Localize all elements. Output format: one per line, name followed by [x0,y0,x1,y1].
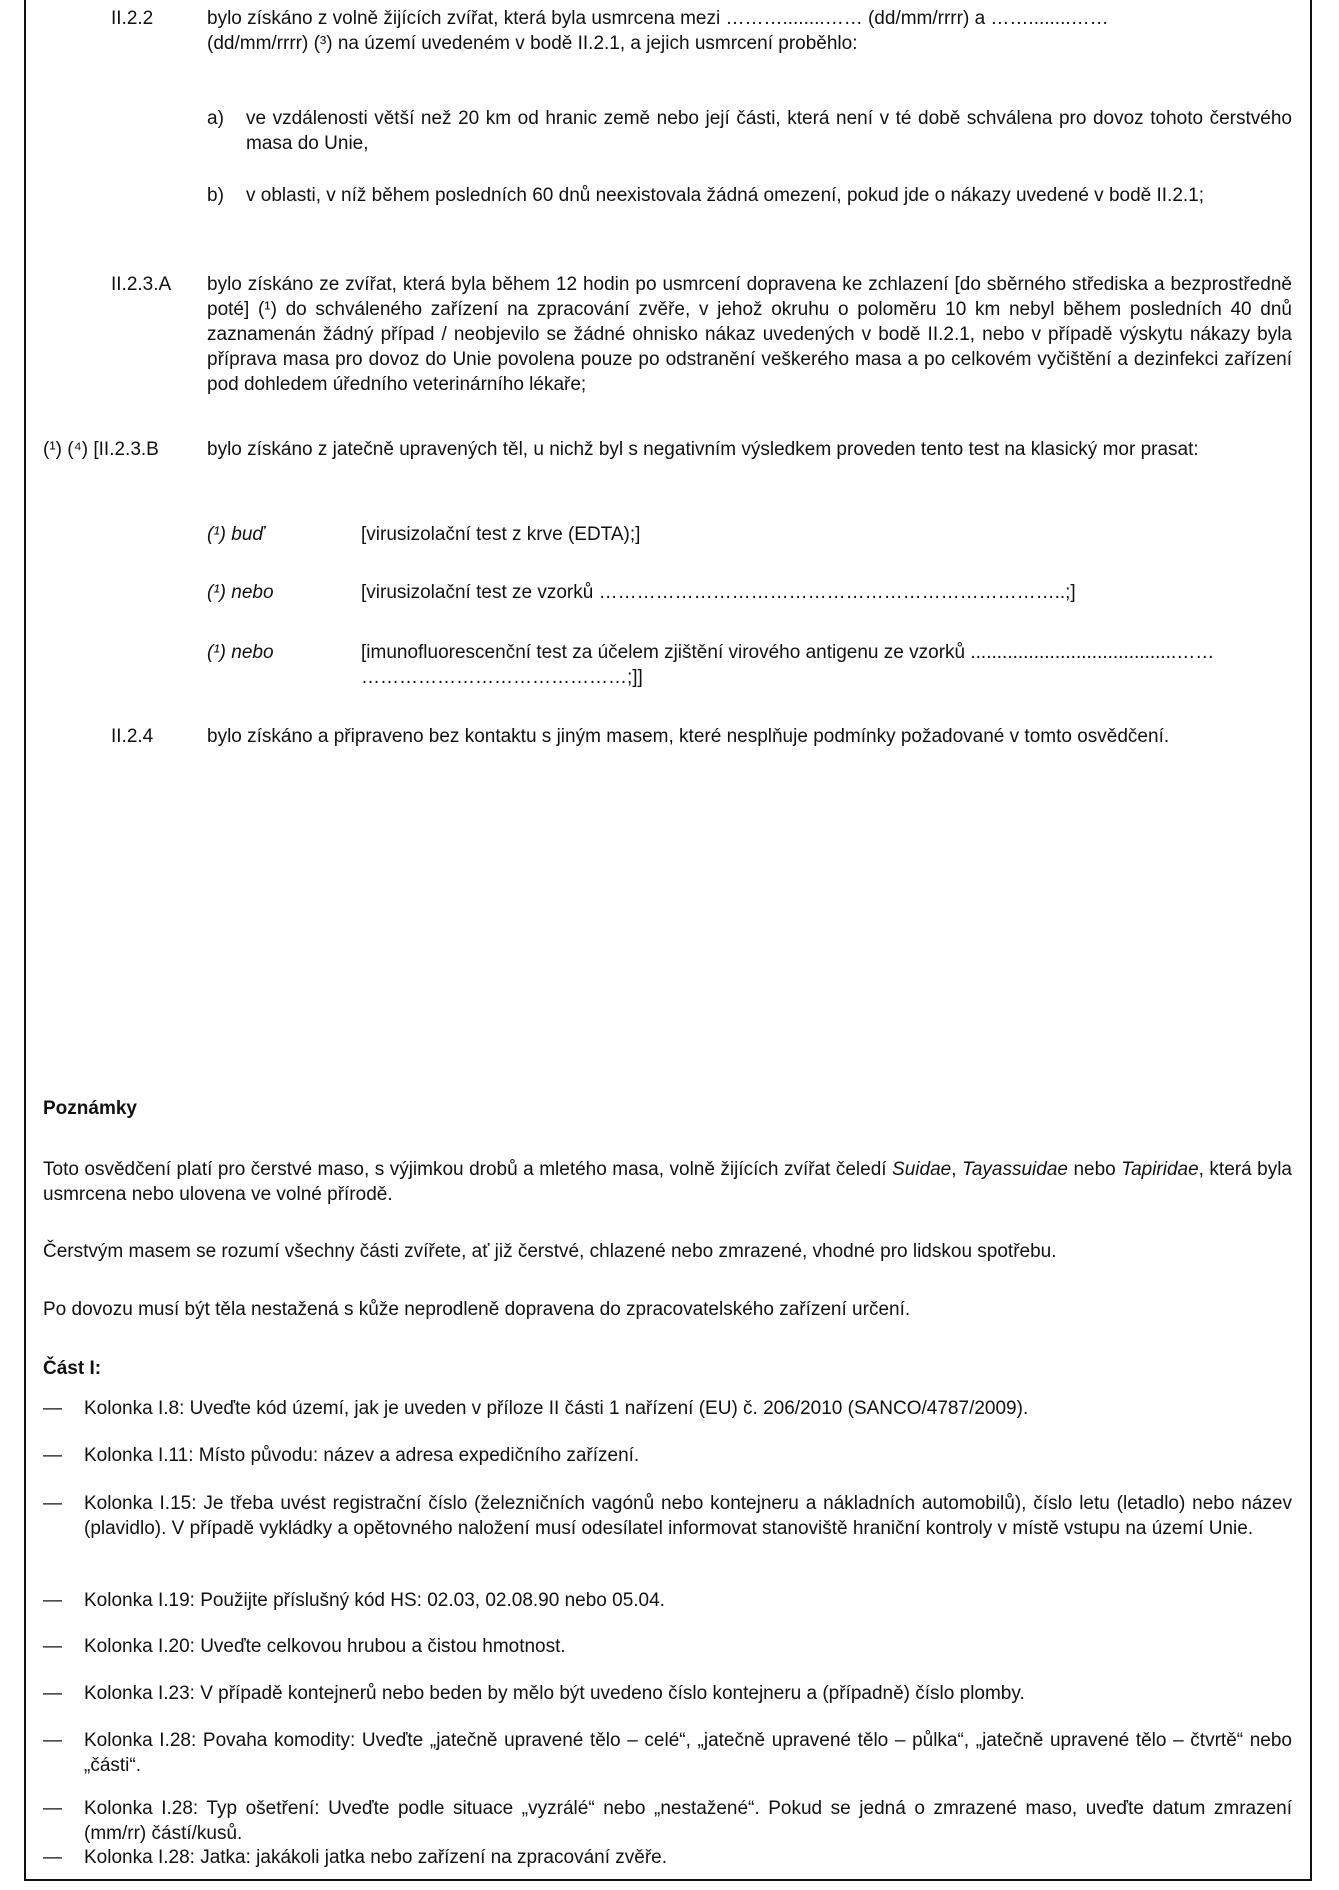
list-dash: — [43,1636,62,1657]
option-label-3: (¹) nebo [207,642,274,663]
list-dash: — [43,1493,62,1514]
item-II-2-3-B-text: bylo získáno z jatečně upravených těl, u nichž byl s negativním výsledkem proveden tento test na klasický mor prasat: [207,439,1199,460]
list-dash: — [43,1590,62,1611]
item-II-2-4-text: bylo získáno a připraveno bez kontaktu s jiným masem, které nesplňuje podmínky požadované v tomto osvědčení. [207,726,1170,747]
sub-a-text: ve vzdálenosti větší než 20 km od hranic země nebo její části, která není v té době schválena pro dovoz tohoto čerstvého masa do Unie, [246,108,1292,154]
option-label-2: (¹) nebo [207,582,274,603]
list-dash: — [43,1798,62,1819]
list-item: Kolonka I.19: Použijte příslušný kód HS: 02.03, 02.08.90 nebo 05.04. [84,1590,665,1611]
option-text-3: [imunofluorescenční test za účelem zjištění virového antigenu ze vzorků .......................................…… [361,642,1215,663]
sub-b-letter: b) [207,185,224,206]
list-item: Kolonka I.28: Jatka: jakákoli jatka nebo zařízení na zpracování zvěře. [84,1847,667,1868]
list-item: Kolonka I.20: Uveďte celkovou hrubou a čistou hmotnost. [84,1636,566,1657]
notes-heading: Poznámky [43,1098,137,1119]
list-dash: — [43,1847,62,1868]
option-text-3-cont: ……………………………………;]] [361,667,643,688]
list-item: Kolonka I.23: V případě kontejnerů nebo beden by mělo být uvedeno číslo kontejneru a (případně) číslo plomby. [84,1683,1025,1704]
list-item: Kolonka I.28: Typ ošetření: Uveďte podle situace „vyzrálé“ nebo „nestažené“. Pokud se jedná o zmrazené maso, uveďte datum zmrazení (mm/rr) částí/kusů. [84,1798,1292,1844]
notes-paragraph-2: Čerstvým masem se rozumí všechny části zvířete, ať již čerstvé, chlazené nebo zmrazené, vhodné pro lidskou spotřebu. [43,1241,1057,1262]
item-II-2-2-line2: (dd/mm/rrrr) (³) na území uvedeném v bodě II.2.1, a jejich usmrcení proběhlo: [207,33,858,54]
item-II-2-3-A-text: bylo získáno ze zvířat, která byla během 12 hodin po usmrcení dopravena ke zchlazení [do sběrného střediska a bezprostředně poté] (¹) do schváleného zařízení na zpracování zvěře, v jehož okruhu o poloměru 10 km nebyl během posledních 40 dnů zaznamenán žádný případ / neobjevilo se žádné ohnisko nákaz uvedených v bodě II.2.1, nebo v případě výskytu nákazy byla příprava masa pro dovoz do Unie povolena pouze po odstranění veškerého masa a po celkovém vyčištění a dezinfekci zařízení pod dohledem úředního veterinárního lékaře; [207,274,1292,395]
list-item: Kolonka I.11: Místo původu: název a adresa expedičního zařízení. [84,1445,640,1466]
item-number-II-2-4: II.2.4 [111,726,154,747]
item-number-II-2-3-B: (¹) (⁴) [II.2.3.B [43,439,159,460]
item-II-2-2-line1: bylo získáno z volně žijících zvířat, která byla usmrcena mezi ………........…… (dd/mm/rrrr) a ……........…… [207,8,1109,29]
option-label-1: (¹) buď [207,524,265,545]
notes-paragraph-3: Po dovozu musí být těla nestažená s kůže neprodleně dopravena do zpracovatelského zařízení určení. [43,1299,911,1320]
list-dash: — [43,1445,62,1466]
option-text-2: [virusizolační test ze vzorků ………………………………………………………………..;] [361,582,1076,603]
list-dash: — [43,1398,62,1419]
sub-a-letter: a) [207,108,224,129]
list-item: Kolonka I.8: Uveďte kód území, jak je uveden v příloze II části 1 nařízení (EU) č. 206/2010 (SANCO/4787/2009). [84,1398,1029,1419]
list-dash: — [43,1730,62,1751]
item-number-II-2-3-A: II.2.3.A [111,274,172,295]
sub-b-text: v oblasti, v níž během posledních 60 dnů neexistovala žádná omezení, pokud jde o nákazy uvedené v bodě II.2.1; [246,185,1205,206]
list-item: Kolonka I.15: Je třeba uvést registrační číslo (železničních vagónů nebo kontejneru a nákladních automobilů), číslo letu (letadlo) nebo název (plavidlo). V případě vykládky a opětovného naložení musí odesílatel informovat stanoviště hraniční kontroly v místě vstupu na území Unie. [84,1493,1292,1539]
part-I-heading: Část I: [43,1358,102,1379]
list-item: Kolonka I.28: Povaha komodity: Uveďte „jatečně upravené tělo – celé“, „jatečně upravené tělo – půlka“, „jatečně upravené tělo – čtvrtě“ nebo „části“. [84,1730,1292,1776]
option-text-1: [virusizolační test z krve (EDTA);] [361,524,641,545]
list-dash: — [43,1683,62,1704]
item-number-II-2-2: II.2.2 [111,8,154,29]
notes-paragraph-1: Toto osvědčení platí pro čerstvé maso, s výjimkou drobů a mletého masa, volně žijících zvířat čeledí Suidae, Tayassuidae nebo Tapiridae, která byla usmrcena nebo ulovena ve volné přírodě. [43,1159,1292,1205]
